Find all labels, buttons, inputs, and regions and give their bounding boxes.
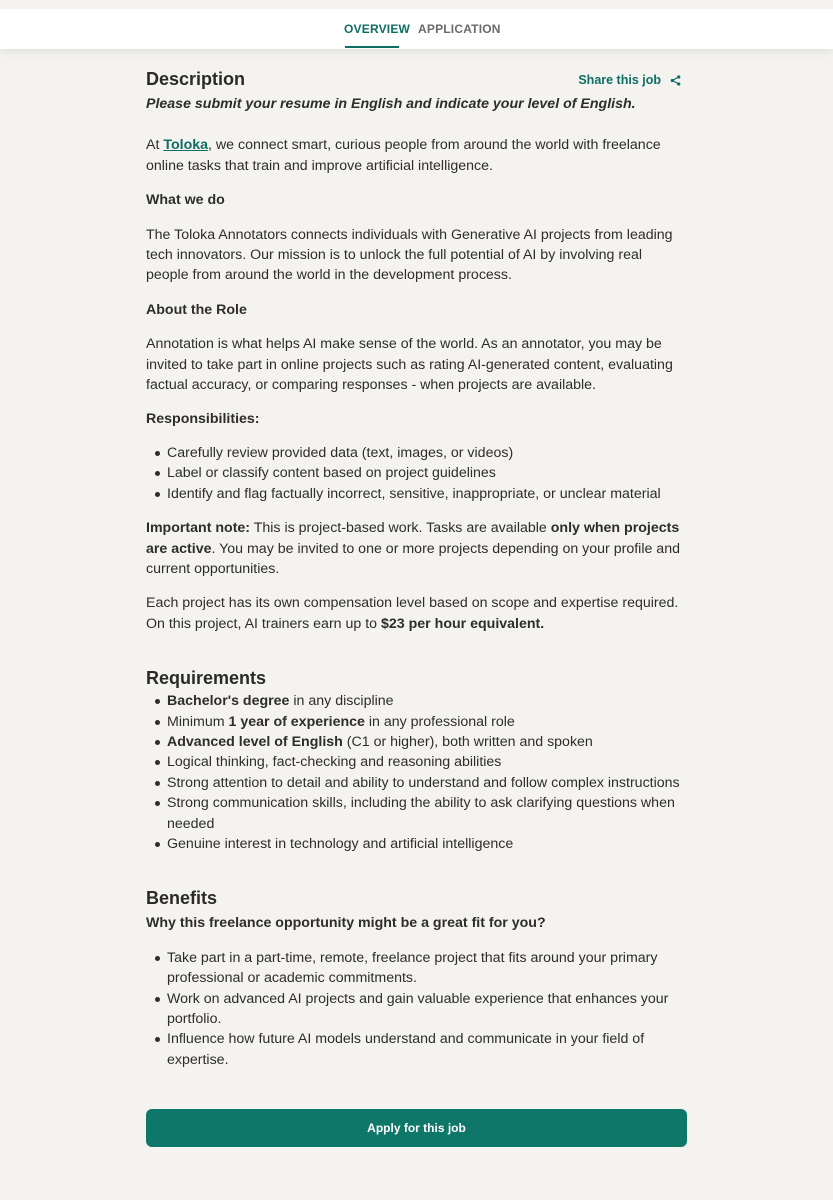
about-role-heading: About the Role	[146, 301, 247, 318]
share-icon	[670, 75, 681, 86]
description-lead: Please submit your resume in English and indicate your level of English.	[146, 96, 636, 112]
list-item: Take part in a part-time, remote, freelance project that fits around your primary professional or academic commitments.	[146, 948, 687, 989]
req-bold: Advanced level of English	[167, 733, 343, 750]
intro-prefix: At	[146, 137, 164, 154]
responsibilities-list	[146, 443, 687, 504]
description-heading: Description	[146, 69, 246, 89]
req-text: (C1 or higher), both written and spoken	[342, 733, 593, 750]
tab-application[interactable]: APPLICATION	[418, 22, 501, 36]
list-item: Carefully review provided data (text, images, or videos)	[146, 443, 687, 463]
note-bold: only when projects are active	[146, 520, 680, 557]
share-job-button[interactable]	[578, 70, 681, 90]
comp-rate: $23 per hour equivalent.	[381, 615, 545, 632]
apply-button[interactable]: Apply for this job	[146, 1109, 687, 1147]
req-text: Minimum	[167, 713, 229, 730]
list-item: Label or classify content based on project guidelines	[146, 463, 687, 483]
list-item: Logical thinking, fact-checking and reasoning abilities	[146, 752, 687, 772]
list-item: Genuine interest in technology and artificial intelligence	[146, 834, 687, 854]
req-text: in any discipline	[289, 693, 394, 710]
list-item: Work on advanced AI projects and gain valuable experience that enhances your portfolio.	[146, 989, 687, 1030]
responsibilities-heading: Responsibilities:	[146, 411, 260, 428]
intro-paragraph	[146, 135, 687, 176]
active-tab-indicator	[345, 46, 399, 48]
requirements-heading: Requirements	[146, 668, 267, 689]
benefits-heading: Benefits	[146, 888, 218, 909]
benefits-list	[146, 948, 687, 1070]
list-item: Influence how future AI models understand and communicate in your field of expertise.	[146, 1029, 687, 1070]
list-item	[146, 732, 687, 752]
top-nav-bar	[0, 0, 833, 49]
list-item: Strong communication skills, including the ability to ask clarifying questions when needed	[146, 793, 687, 834]
toloka-link[interactable]: Toloka	[163, 137, 209, 154]
req-bold: Bachelor's degree	[167, 693, 290, 710]
job-content	[146, 68, 687, 1070]
comp-text: Each project has its own compensation level based on scope and expertise required. On this project, AI trainers earn up to	[146, 595, 679, 632]
compensation-text	[146, 593, 687, 634]
list-item	[146, 691, 687, 711]
tab-bar	[0, 9, 833, 49]
description-header	[146, 68, 687, 90]
list-item: Identify and flag factually incorrect, sensitive, inappropriate, or unclear material	[146, 484, 687, 504]
share-label: Share this job	[578, 73, 661, 87]
what-we-do-heading: What we do	[146, 192, 225, 209]
requirements-list	[146, 691, 687, 854]
what-we-do-text: The Toloka Annotators connects individuals with Generative AI projects from leading tech innovators. Our mission is to unlock the full potential of AI by involving real people from around the world in the development process.	[146, 226, 673, 284]
list-item	[146, 712, 687, 732]
note-text: This is project-based work. Tasks are available	[250, 520, 551, 537]
important-note	[146, 518, 687, 579]
req-bold: 1 year of experience	[228, 713, 365, 730]
note-label: Important note:	[146, 520, 251, 537]
benefits-lead: Why this freelance opportunity might be a great fit for you?	[146, 915, 546, 932]
req-text: in any professional role	[364, 713, 515, 730]
list-item: Strong attention to detail and ability to understand and follow complex instructions	[146, 773, 687, 793]
tab-overview[interactable]: OVERVIEW	[344, 22, 411, 36]
intro-rest: , we connect smart, curious people from around the world with freelance online tasks that train and improve artificial intelligence.	[146, 137, 661, 174]
about-role-text: Annotation is what helps AI make sense of the world. As an annotator, you may be invited to take part in online projects such as rating AI-generated content, evaluating factual accuracy, or comparing responses - when projects are available.	[146, 336, 673, 394]
note-text-end: . You may be invited to one or more projects depending on your profile and current opportunities.	[146, 540, 680, 577]
